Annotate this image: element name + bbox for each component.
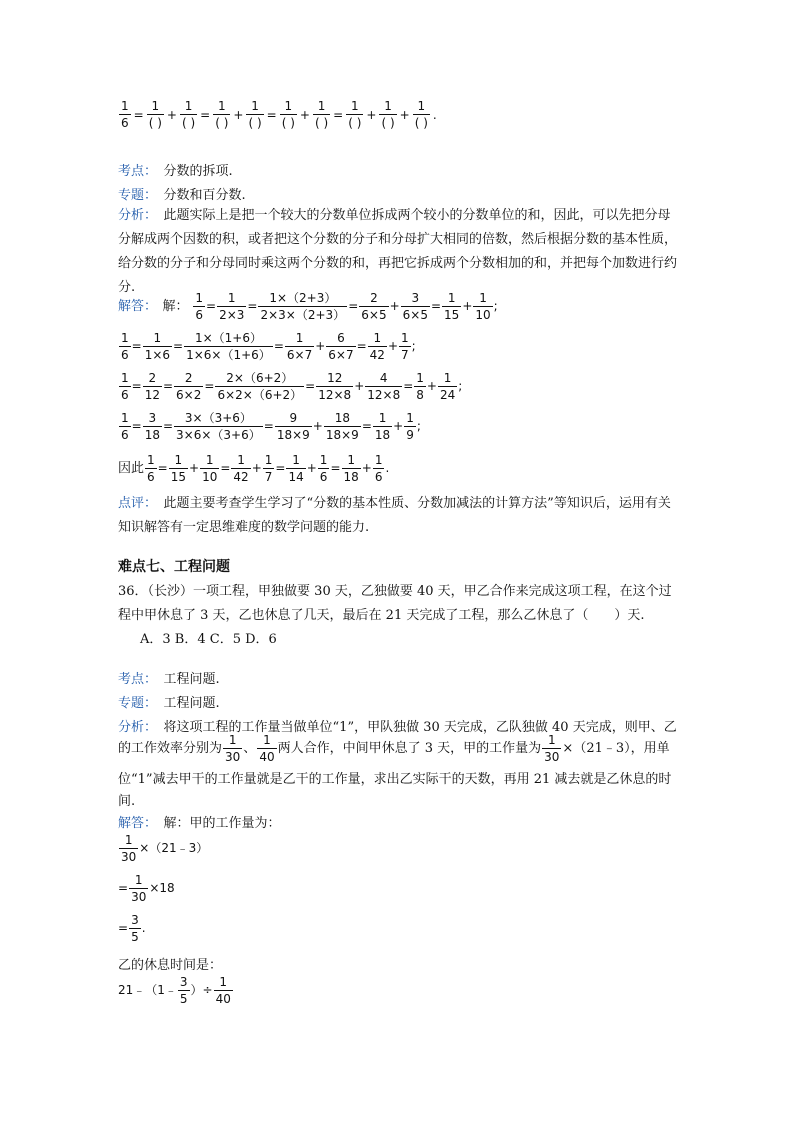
solution-row-2: $\frac{1}{6}$ = $\frac{1}{1\times 6}$ = $\frac{1\times(1+6)}{1\times 6\times(1+6)}$ = $\frac{1}{6\times 7}$ + $\frac{6}{6\times 7}$ = $\frac{1}{42}$ + $\frac{1}{7}$ ; (121, 331, 416, 362)
jieda-row-2: 解答： 解：甲的工作量为： (118, 816, 281, 831)
work-step-3: = $\frac{3}{5}$ . (118, 913, 146, 944)
solution-row-1: 解答： 解： $\frac{1}{6}$ = $\frac{1}{2\times 3}$ = $\frac{1\times(2+3)}{2\times 3\times(2+3)}$ = $\frac{2}{6\times 5}$ + $\frac{3}{6\times 5}$ = $\frac{1}{15}$ + $\frac{1}{10}$ ; (118, 291, 498, 322)
fraction: $\frac{1}{( )}$ (314, 99, 329, 130)
rest-label: 乙的休息时间是： (118, 958, 223, 973)
kaodian-row-2: 考点： 工程问题. (118, 672, 220, 687)
fenxi-paragraph: 分析： 此题实际上是把一个较大的分数单位拆成两个较小的分数单位的和，因此，可以先把分母分解成两个因数的积，或者把这个分数的分子和分母扩大相同的倍数，然后根据分数的基本性质，给分数的分子和分母同时乘这两个分数的和，再把它拆成两个分数相加的和，并把每个加数进行约分. (118, 208, 678, 295)
fraction: $\frac{1}{( )}$ (181, 99, 196, 130)
fenxi-row-2d: 间. (118, 794, 136, 809)
question-stem-2: 程中甲休息了 3 天，乙也休息了几天，最后在 21 天完成了工程，那么乙休息了（ ）天. (118, 608, 645, 623)
fraction: $\frac{1}{6}$ (121, 99, 129, 130)
fenxi-row-2c: 位“1”减去甲干的工作量就是乙干的工作量，求出乙实际干的天数，再用 21 减去就是乙休息的时 (118, 772, 672, 787)
question-options: A．3 B．4 C．5 D．6 (140, 632, 277, 647)
solution-row-3: $\frac{1}{6}$ = $\frac{2}{12}$ = $\frac{2}{6\times 2}$ = $\frac{2\times(6+2)}{6\times 2\times(6+2)}$ = $\frac{12}{12\times 8}$ + $\frac{4}{12\times 8}$ = $\frac{1}{8}$ + $\frac{1}{24}$ ; (121, 371, 463, 402)
fraction: $\frac{1}{( )}$ (248, 99, 262, 130)
dianping-paragraph: 点评： 此题主要考查学生学习了“分数的基本性质、分数加减法的计算方法”等知识后，运用有关知识解答有一定思维难度的数学问题的能力. (118, 496, 671, 535)
top-equation: $\frac{1}{6}$ = $\frac{1}{( )}$ + $\frac{1}{( )}$ = $\frac{1}{( )}$ + $\frac{1}{( )}$ = $\frac{1}{( )}$ + $\frac{1}{( )}$ = $\frac{1}{( )}$ + $\frac{1}{( )}$ + $\frac{1}{( )}$ . (121, 99, 437, 130)
zhuanti-row-2: 专题： 工程问题. (118, 696, 220, 711)
fraction: $\frac{1}{( )}$ (414, 99, 428, 130)
fraction: $\frac{1}{( )}$ (281, 99, 295, 130)
fenxi-row-2b: 的工作效率分别为 $\frac{1}{30}$ 、 $\frac{1}{40}$ 两人合作，中间甲休息了 3 天，甲的工作量为 $\frac{1}{30}$ ×（21﹣3），用单 (118, 733, 670, 764)
work-step-2: = $\frac{1}{30}$ ×18 (118, 873, 175, 904)
question-stem-1: 36．（长沙）一项工程，甲独做要 30 天，乙独做要 40 天，甲乙合作来完成这项工程，在这个过 (118, 584, 672, 599)
section-title: 难点七、工程问题 (118, 559, 230, 575)
fraction: $\frac{1}{( )}$ (381, 99, 395, 130)
work-step-1: $\frac{1}{30}$ ×（21﹣3） (121, 833, 209, 864)
fraction: $\frac{1}{( )}$ (348, 99, 362, 130)
kaodian-row: 考点： 分数的拆项. (118, 164, 233, 179)
rest-expression: 21﹣（1﹣ $\frac{3}{5}$ ）÷ $\frac{1}{40}$ (118, 975, 231, 1006)
fraction: $\frac{1}{( )}$ (148, 99, 162, 130)
solution-row-4: $\frac{1}{6}$ = $\frac{3}{18}$ = $\frac{3\times(3+6)}{3\times 6\times(3+6)}$ = $\frac{9}{18\times 9}$ + $\frac{18}{18\times 9}$ = $\frac{1}{18}$ + $\frac{1}{9}$ ; (121, 411, 421, 442)
zhuanti-row: 专题： 分数和百分数. (118, 188, 246, 203)
fenxi-row-2a: 分析： 将这项工程的工作量当做单位“1”，甲队独做 30 天完成，乙队独做 40 天完成，则甲、乙 (118, 720, 677, 735)
solution-summary: 因此 $\frac{1}{6}$ = $\frac{1}{15}$ + $\frac{1}{10}$ = $\frac{1}{42}$ + $\frac{1}{7}$ = $\frac{1}{14}$ + $\frac{1}{6}$ = $\frac{1}{18}$ + $\frac{1}{6}$ . (118, 453, 390, 484)
fraction: $\frac{1}{( )}$ (215, 99, 229, 130)
